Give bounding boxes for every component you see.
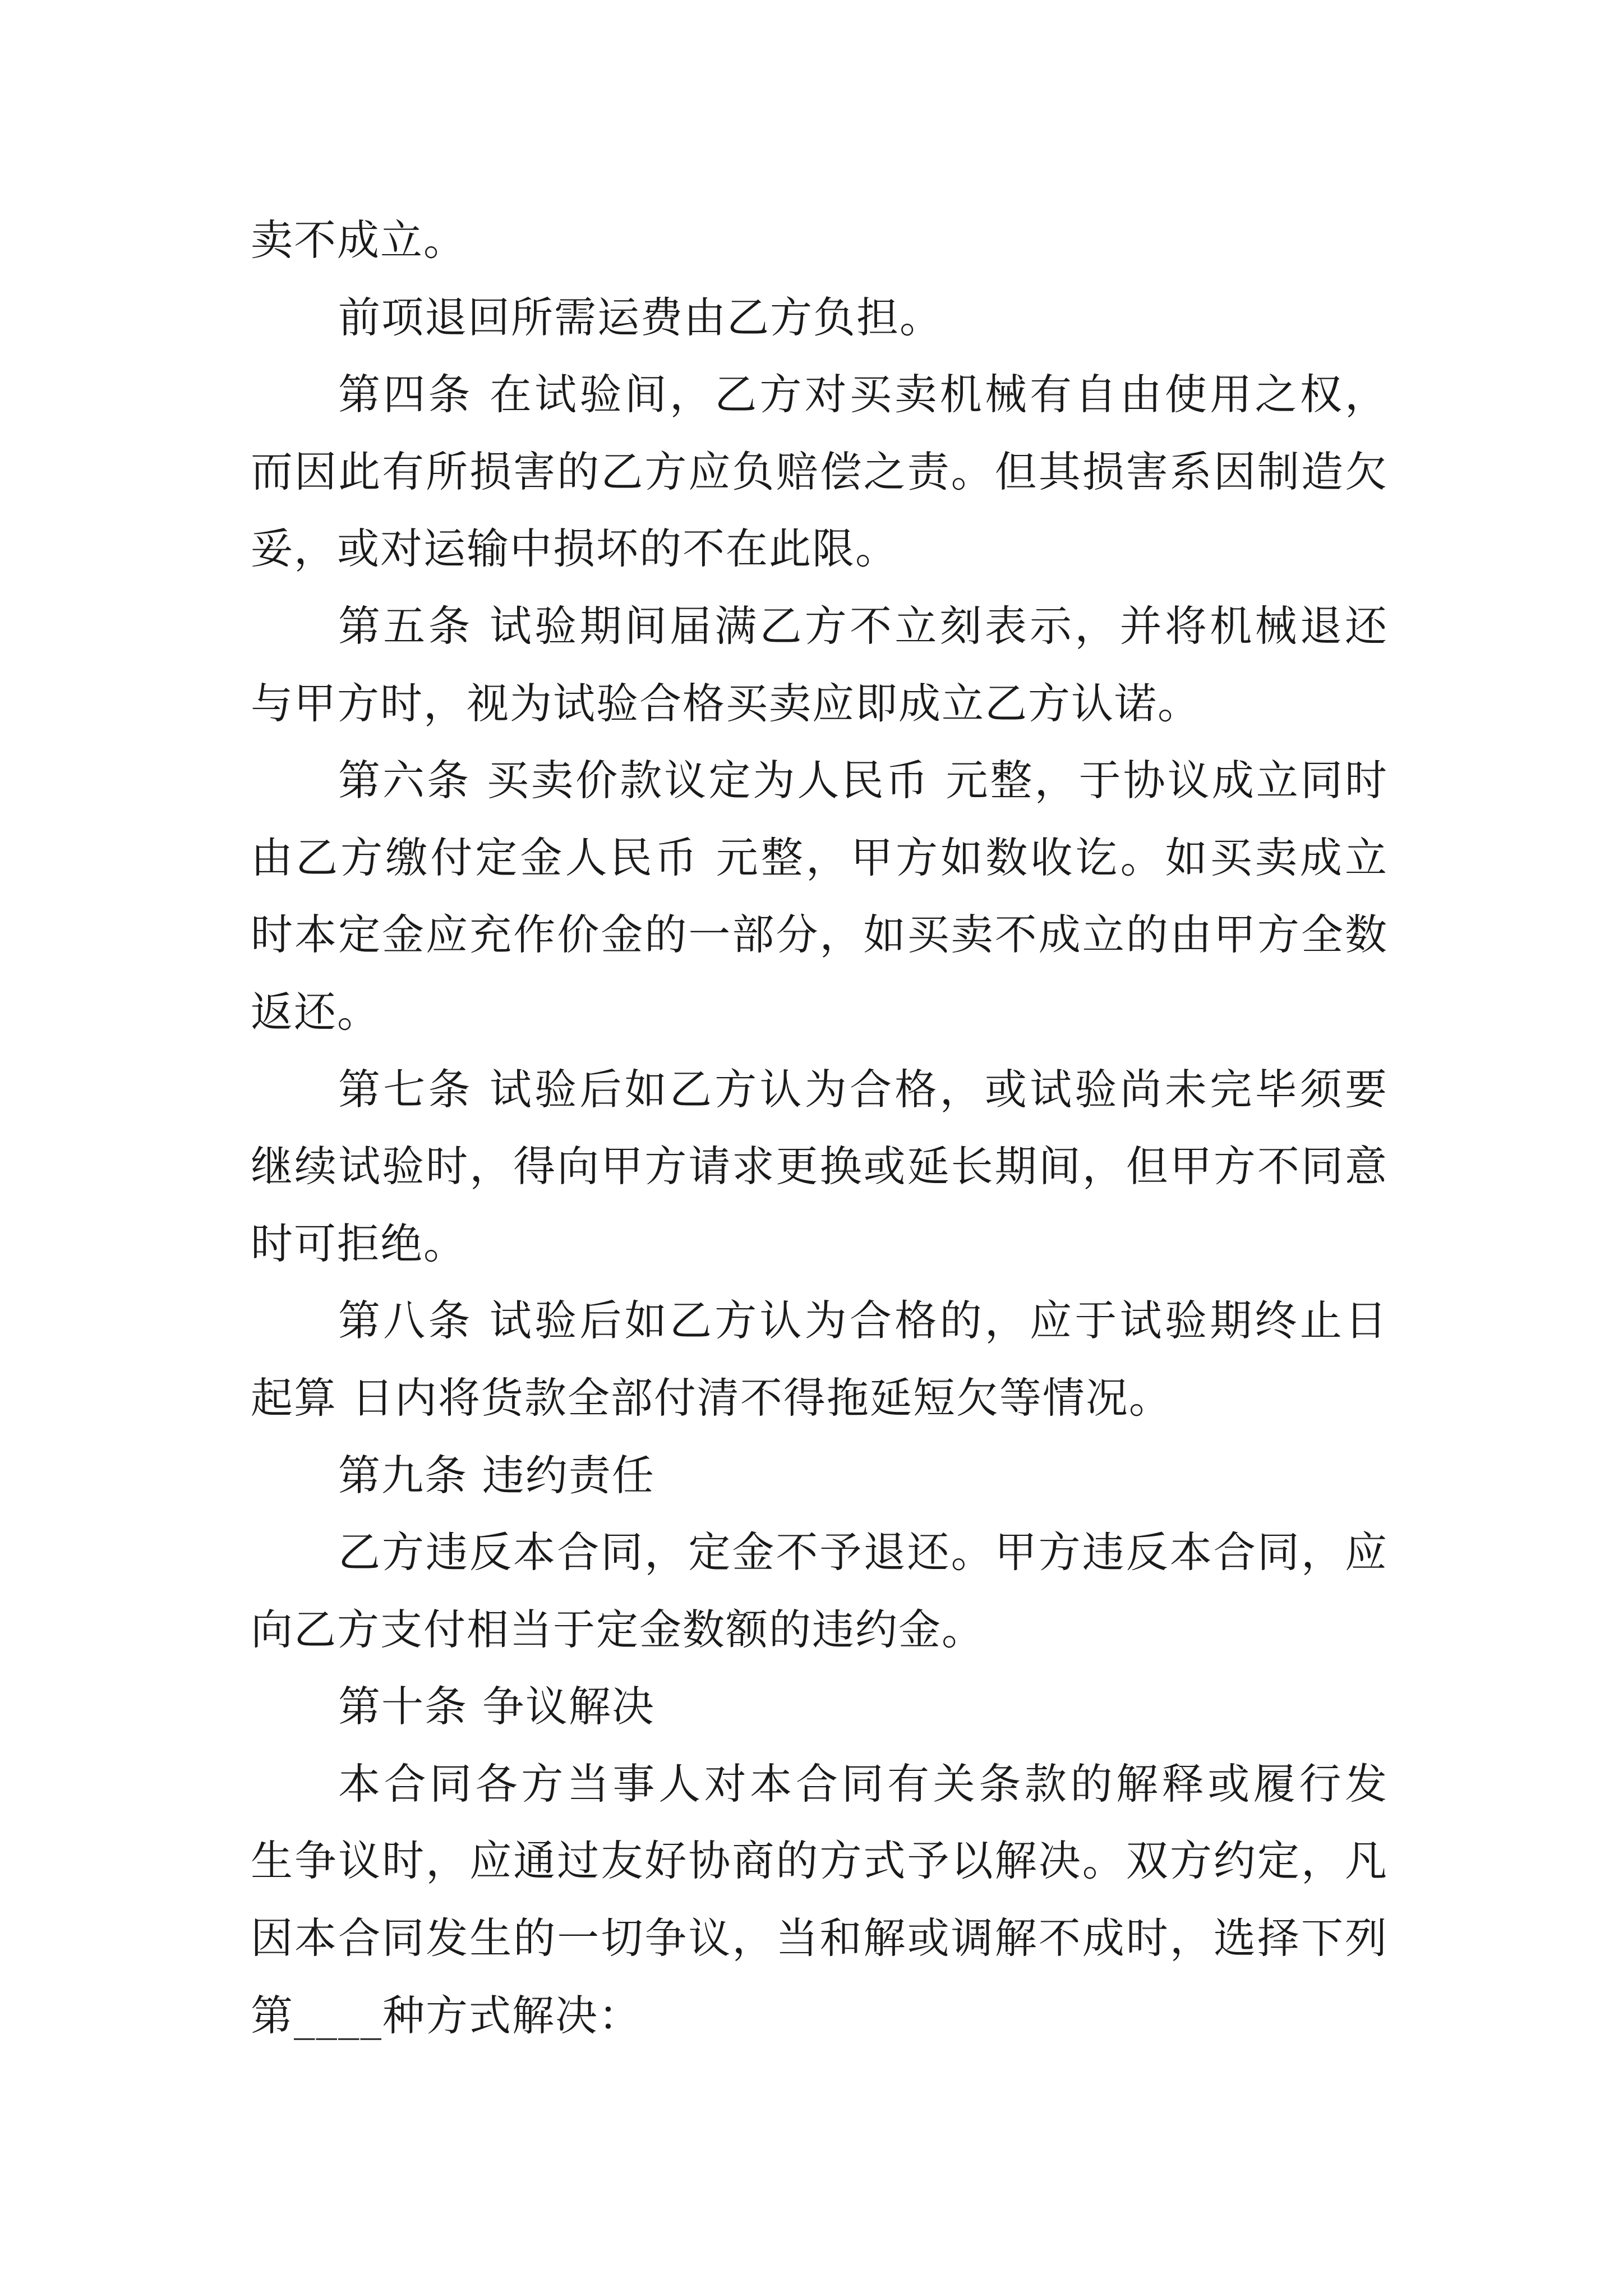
article-7-heading-line: 第七条 试验后如乙方认为合格，或试验尚未完毕须要 (338, 1064, 1388, 1114)
text-line: 而因此有所损害的乙方应负赔偿之责。但其损害系因制造欠 (251, 447, 1388, 496)
text-line: 卖不成立。 (251, 215, 467, 265)
text-line: 生争议时，应通过友好协商的方式予以解决。双方约定，凡 (251, 1836, 1388, 1886)
article-4-heading-line: 第四条 在试验间，乙方对买卖机械有自由使用之权， (338, 370, 1388, 420)
article-8-heading-line: 第八条 试验后如乙方认为合格的，应于试验期终止日 (338, 1296, 1388, 1346)
text-line: 因本合同发生的一切争议，当和解或调解不成时，选择下列 (251, 1913, 1388, 1963)
article-9-heading-line: 第九条 违约责任 (338, 1450, 655, 1500)
text-line: 起算 日内将货款全部付清不得拖延短欠等情况。 (251, 1373, 1172, 1423)
article-6-heading-line: 第六条 买卖价款议定为人民币 元整，于协议成立同时 (338, 756, 1388, 806)
document-body (251, 202, 1388, 2054)
text-line: 返还。 (251, 987, 381, 1037)
fill-in-blank-line: 第____种方式解决： (251, 1990, 642, 2040)
text-line: 前项退回所需运费由乙方负担。 (338, 292, 943, 342)
text-line: 时可拒绝。 (251, 1218, 467, 1268)
text-line: 乙方违反本合同，定金不予退还。甲方违反本合同，应 (338, 1527, 1388, 1577)
text-line: 由乙方缴付定金人民币 元整，甲方如数收讫。如买卖成立 (251, 832, 1388, 882)
article-5-heading-line: 第五条 试验期间届满乙方不立刻表示，并将机械退还 (338, 601, 1388, 651)
article-10-heading-line: 第十条 争议解决 (338, 1682, 655, 1732)
text-line: 向乙方支付相当于定金数额的违约金。 (251, 1604, 985, 1654)
text-line: 妥，或对运输中损坏的不在此限。 (251, 524, 899, 574)
text-line: 本合同各方当事人对本合同有关条款的解释或履行发 (338, 1759, 1388, 1809)
text-line: 继续试验时，得向甲方请求更换或延长期间，但甲方不同意 (251, 1142, 1388, 1191)
text-line: 与甲方时，视为试验合格买卖应即成立乙方认诺。 (251, 678, 1201, 728)
text-line: 时本定金应充作价金的一部分，如买卖不成立的由甲方全数 (251, 910, 1388, 960)
